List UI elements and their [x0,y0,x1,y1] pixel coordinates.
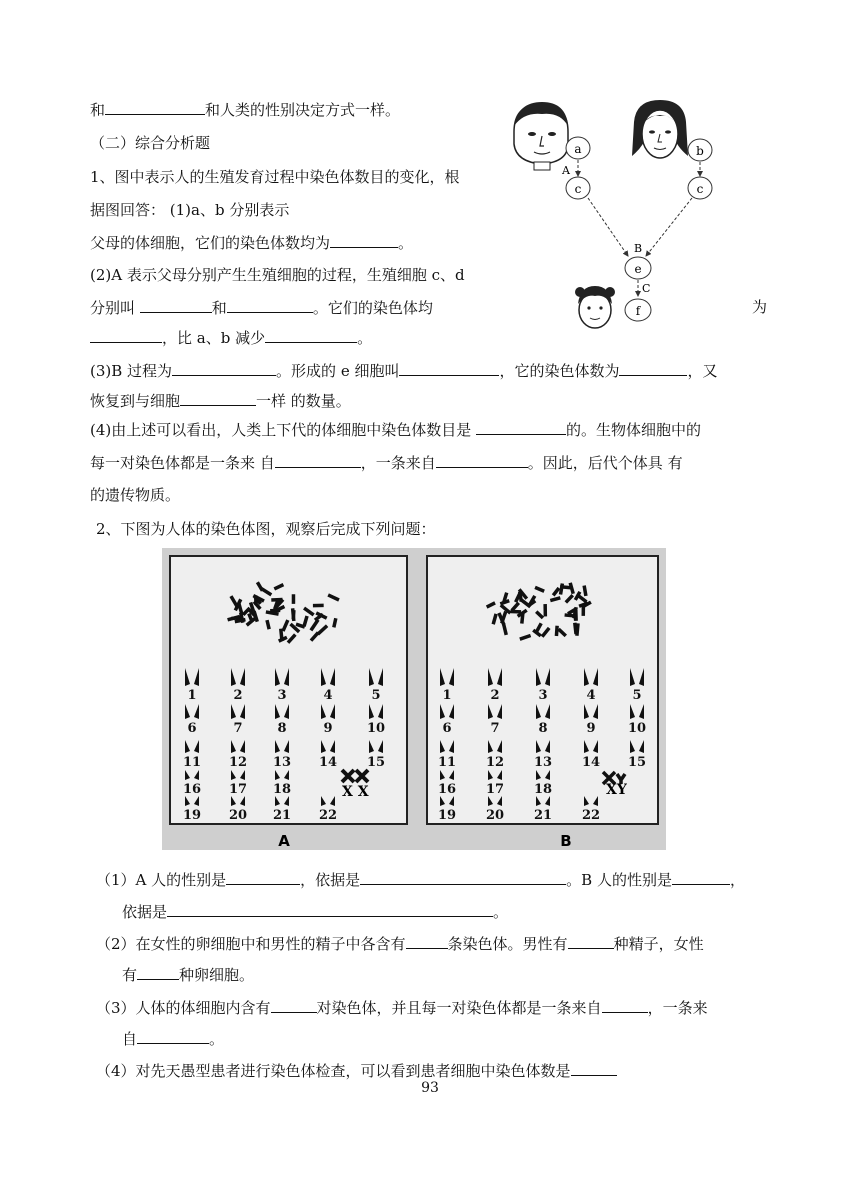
text: 条染色体。男性有 [447,935,568,953]
q2-s3-line1 [96,996,708,1019]
chromosome-number: 8 [538,721,548,736]
chromosome-number: 9 [323,721,333,736]
blank[interactable] [399,359,499,376]
blank[interactable] [330,231,398,248]
chromosome-number: 2 [233,688,243,703]
text: ，一条来自 [360,454,436,472]
q1-part3-line2 [90,389,351,412]
q2-s3-line2 [122,1027,224,1050]
text: 恢复到与细胞 [90,392,181,410]
text: 。因此，后代个体具 有 [527,454,683,472]
chromosome-number: 20 [485,808,505,823]
chromosome-number: 1 [442,688,452,703]
chromosome-number: 2 [490,688,500,703]
text: 父母的体细胞，它们的染色体数均为 [90,234,331,252]
blank[interactable] [476,418,566,435]
q1-part4-line3: 的遗传物质。 [90,486,181,504]
text: 和人类的性别决定方式一样。 [205,101,401,119]
chromosome-number: 12 [228,755,248,770]
karyotype-figure [162,548,666,850]
chromosome-number: 6 [187,721,197,736]
father-face-icon [514,102,568,170]
blank[interactable] [602,996,648,1013]
line-sex-determination [90,98,400,121]
text: 种卵细胞。 [179,966,255,984]
q1-intro-1: 1、图中表示人的生殖发育过程中染色体数目的变化，根 [90,168,460,186]
chromosome-number: 19 [182,808,202,823]
page-number: 93 [421,1080,439,1096]
panel-a-sex-label: X X [342,784,369,800]
chromosome-number: 10 [627,721,647,736]
text: ，一条来 [647,999,708,1017]
text: 分别叫 [90,299,136,317]
chromosome-number: 22 [318,808,338,823]
node-b-label: b [696,144,704,158]
q2-s4-line1 [96,1059,617,1082]
blank[interactable] [137,1027,209,1044]
text: 。形成的 e 细胞叫 [276,362,400,380]
chromosome-number: 1 [187,688,197,703]
chromosome-number: 6 [442,721,452,736]
q1-part2-line1: (2)A 表示父母分别产生生殖细胞的过程，生殖细胞 c、d [90,266,465,284]
chromosome-number: 17 [485,782,505,797]
text: （2）在女性的卵细胞中和男性的精子中各含有 [96,935,406,953]
chromosome-number: 17 [228,782,248,797]
chromosome-number: 21 [533,808,553,823]
blank[interactable] [180,389,256,406]
arrow-label-C: C [642,282,651,295]
text: 自 [122,1030,138,1048]
text: ，比 a、b 减少 [162,329,266,347]
chromosome-number: 14 [318,755,338,770]
blank[interactable] [436,451,528,468]
panel-a-label: A [278,832,290,850]
blank[interactable] [406,932,448,949]
chromosome-number: 5 [371,688,381,703]
node-f-label: f [635,304,641,318]
text: （4）对先天愚型患者进行染色体检查，可以看到患者细胞中染色体数是 [96,1062,571,1080]
chromosome-spread-mark [543,604,547,616]
text: 和 [90,101,106,119]
text: 的。生物体细胞中的 [566,421,702,439]
chromosome-number: 13 [533,755,553,770]
section-title: （二）综合分析题 [90,134,211,152]
arrow-d-e [646,198,692,256]
child-face-icon [575,286,615,328]
q2-s1-line2 [122,900,508,923]
text: ，它的染色体数为 [499,362,620,380]
blank[interactable] [571,1059,617,1076]
chromosome-number: 11 [437,755,457,770]
blank[interactable] [105,98,205,115]
blank[interactable] [226,868,300,885]
chromosome-number: 21 [272,808,292,823]
chromosome-number: 12 [485,755,505,770]
blank[interactable] [172,359,276,376]
chromosome-number: 20 [228,808,248,823]
arrow-label-B: B [634,242,643,255]
arrow-c-e [588,198,628,256]
reproduction-diagram [500,96,770,336]
text: 一样 的数量。 [256,392,351,410]
text: 。B 人的性别是 [566,871,672,889]
chromosome-number: 15 [366,755,386,770]
q2-s1-line1 [96,868,745,891]
q1-part4-line1 [90,418,701,441]
text: (4)由上述可以看出，人类上下代的体细胞中染色体数目是 [90,421,472,439]
panel-b-sex-label: XY [606,782,627,798]
chromosome-number: 13 [272,755,292,770]
chromosome-spread-mark [292,594,296,604]
node-e-label: e [634,262,642,276]
chromosome-number: 9 [586,721,596,736]
blank[interactable] [137,963,179,980]
blank[interactable] [271,996,317,1013]
chromosome-number: 15 [627,755,647,770]
text: 。 [209,1030,225,1048]
chromosome-number: 14 [581,755,601,770]
q2-title: 2、下图为人体的染色体图，观察后完成下列问题： [96,520,436,538]
chromosome-number: 16 [182,782,202,797]
blank[interactable] [167,900,493,917]
text: ， [729,871,745,889]
node-c-label: c [574,182,582,196]
node-a-label: a [574,142,582,156]
chromosome-number: 18 [272,782,292,797]
chromosome-number: 18 [533,782,553,797]
text: ，依据是 [300,871,361,889]
chromosome-spread-mark [254,595,258,604]
mother-face-icon [632,100,688,158]
chromosome-spread-mark [292,610,296,620]
q2-s2-line2 [122,963,254,986]
q1-intro-2: 据图回答： (1)a、b 分别表示 [90,201,290,219]
text: 有 [122,966,138,984]
q1-part2-right: 为 [752,298,768,316]
chromosome-spread-mark [582,605,586,616]
q1-part2-line3 [90,326,372,349]
arrow-label-A: A [562,164,570,177]
text: (3)B 过程为 [90,362,173,380]
blank[interactable] [90,326,162,343]
q1-part2-line2 [90,296,433,319]
chromosome-number: 7 [233,721,243,736]
text: 和 [211,299,227,317]
blank[interactable] [275,451,361,468]
chromosome-number: 22 [581,808,601,823]
blank[interactable] [360,868,566,885]
blank[interactable] [619,359,687,376]
text: （3）人体的体细胞内含有 [96,999,271,1017]
q1-part3-line1 [90,359,718,382]
text: 对染色体，并且每一对染色体都是一条来自 [316,999,602,1017]
text: 。它们的染色体均 [312,299,433,317]
text: 。 [493,903,509,921]
chromosome-number: 16 [437,782,457,797]
chromosome-number: 11 [182,755,202,770]
blank[interactable] [227,296,313,313]
chromosome-number: 8 [277,721,287,736]
q1-part1: 父母的体细胞，它们的染色体数均为 。 [90,231,413,254]
text: 每一对染色体都是一条来 自 [90,454,275,472]
blank[interactable] [140,296,212,313]
chromosome-number: 4 [586,688,596,703]
node-d-label: c [696,182,704,196]
chromosome-number: 19 [437,808,457,823]
q2-s2-line1 [96,932,704,955]
chromosome-spread-mark [313,604,324,608]
text: （1）A 人的性别是 [96,871,227,889]
chromosome-number: 4 [323,688,333,703]
text: 依据是 [122,903,168,921]
chromosome-number: 7 [490,721,500,736]
q1-part4-line2 [90,451,683,474]
text: 种精子，女性 [613,935,704,953]
chromosome-number: 3 [538,688,548,703]
chromosome-number: 10 [366,721,386,736]
blank[interactable] [568,932,614,949]
text: 。 [357,329,373,347]
blank[interactable] [265,326,357,343]
panel-b-label: B [560,832,572,850]
blank[interactable] [672,868,730,885]
chromosome-number: 3 [277,688,287,703]
text: ，又 [687,362,718,380]
chromosome-number: 5 [632,688,642,703]
